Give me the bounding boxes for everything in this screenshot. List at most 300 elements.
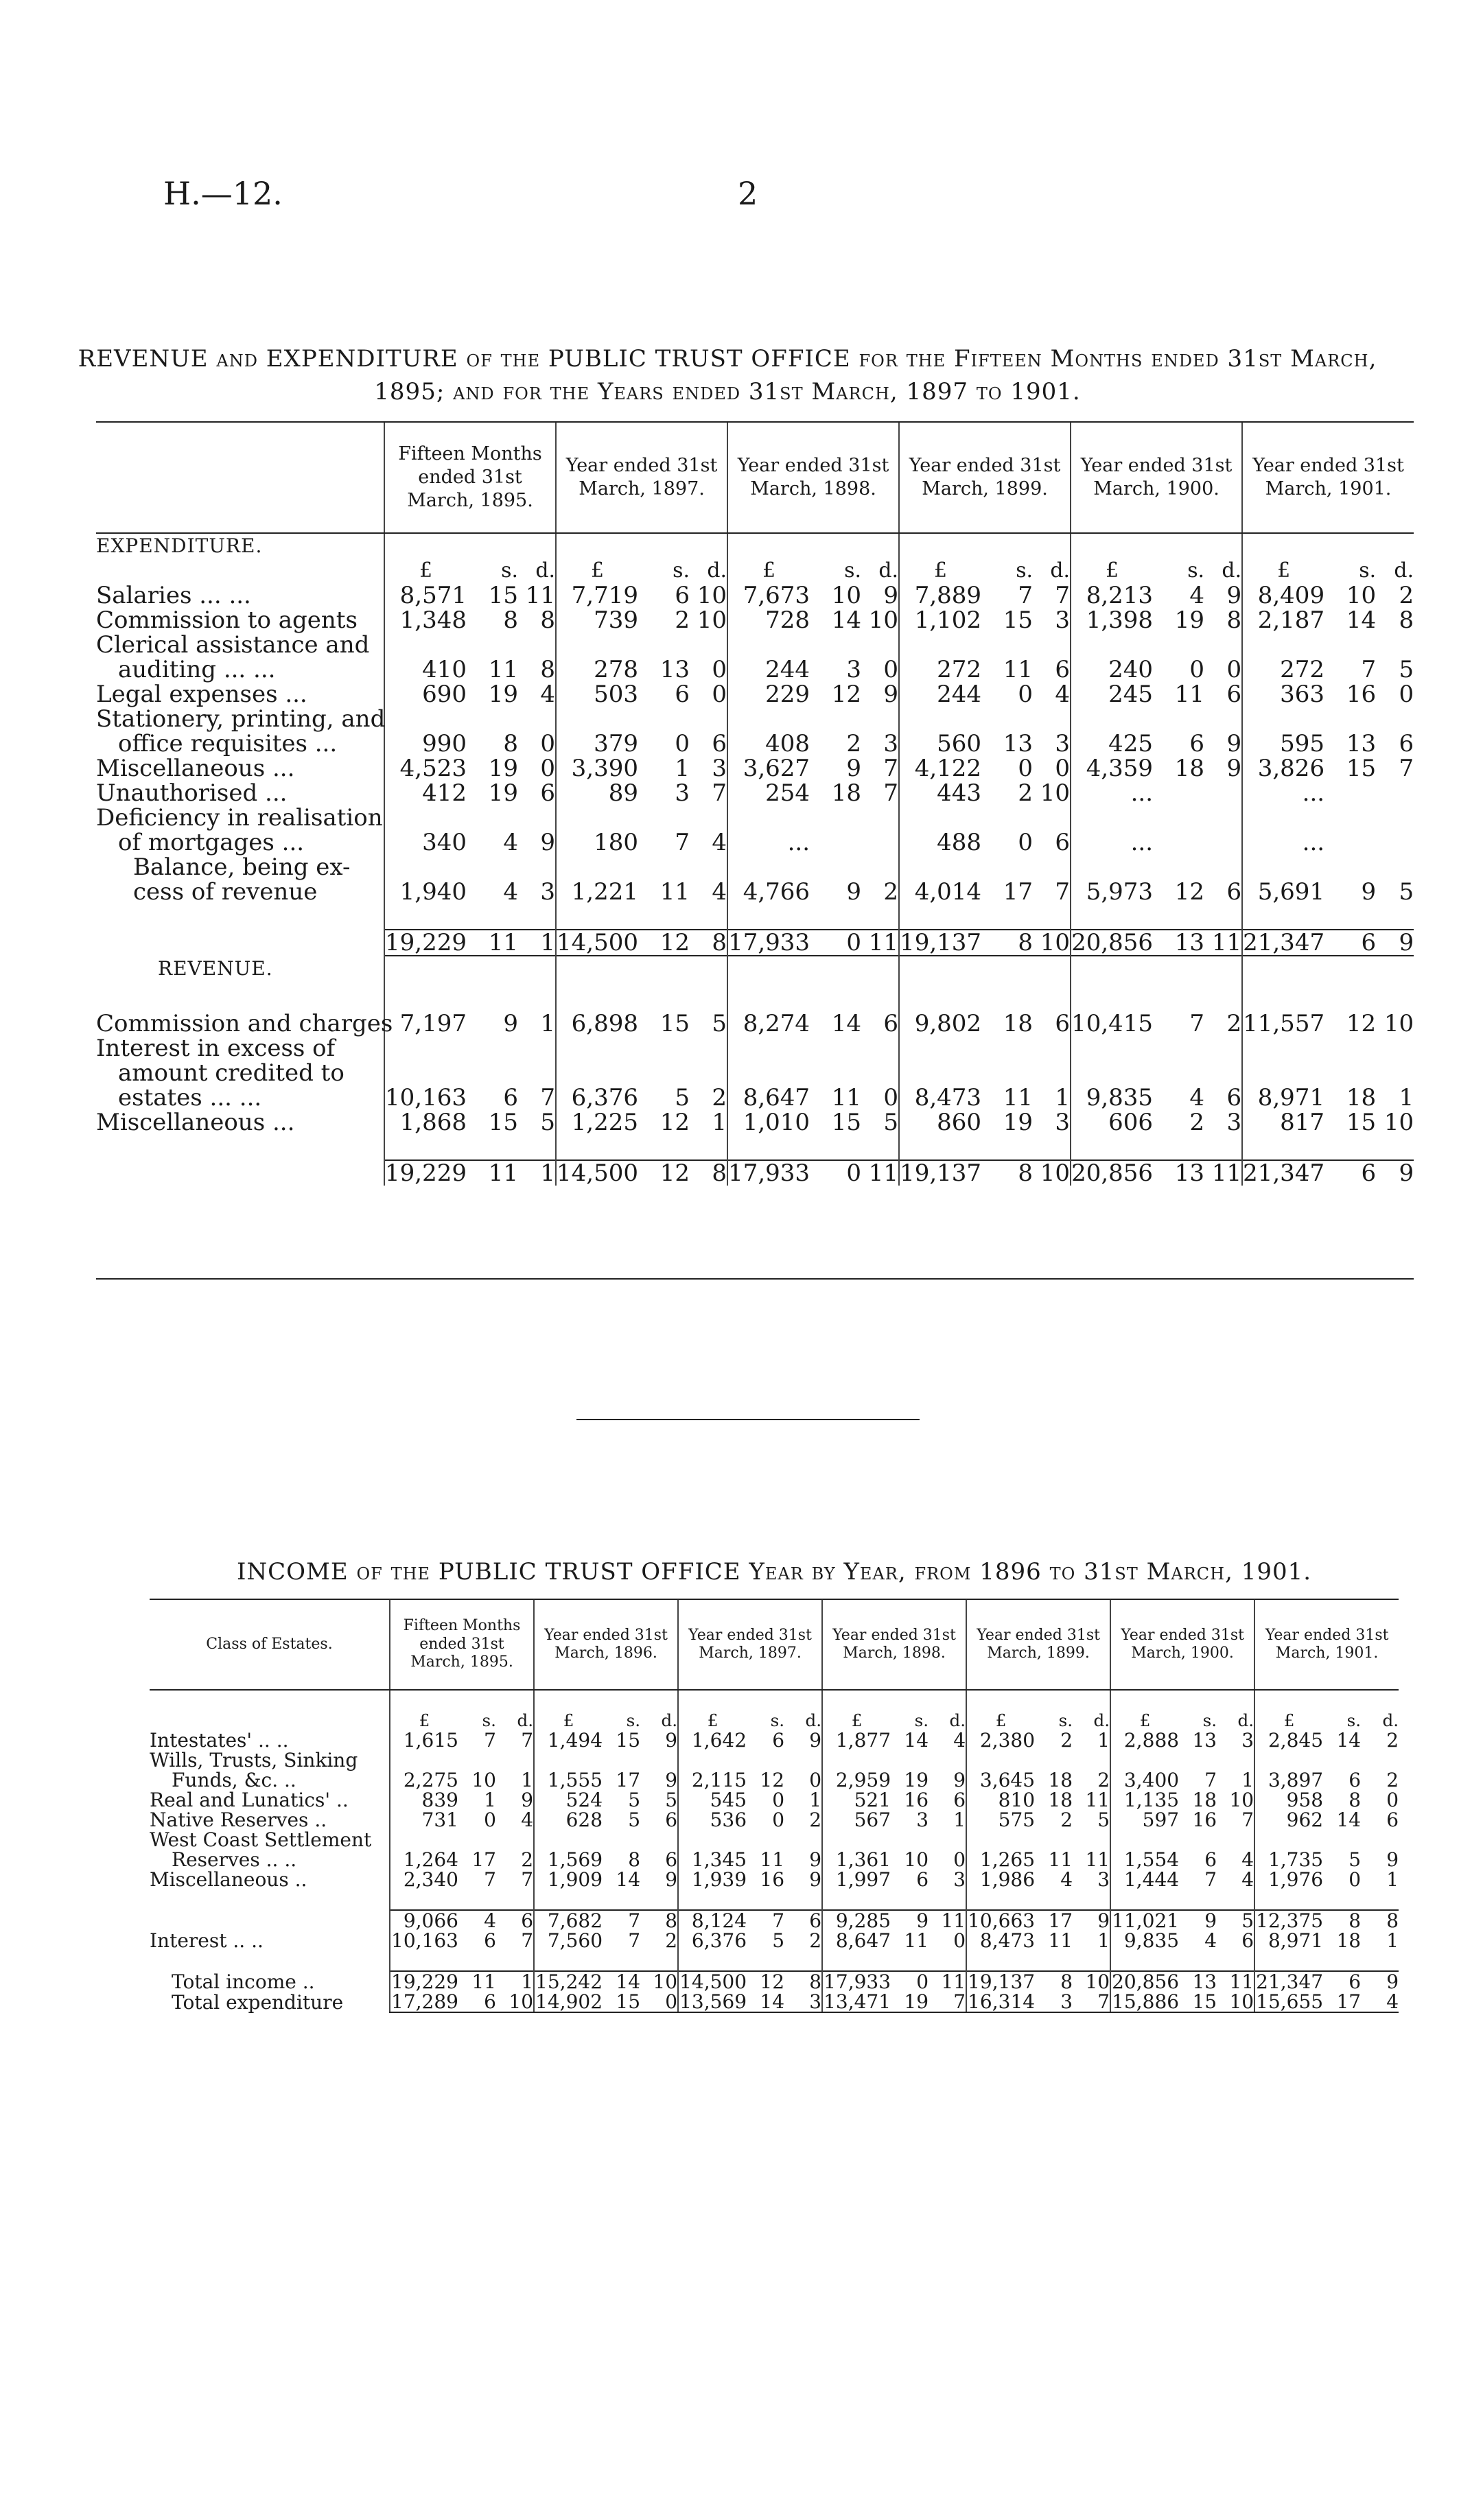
rule-cell (861, 956, 899, 981)
shillings-value: 11 (467, 930, 518, 956)
pence-value: 4 (521, 1809, 534, 1831)
total-row (96, 930, 1414, 956)
shillings-value: 12 (638, 930, 690, 956)
table-row (96, 731, 1414, 756)
pounds-value: 2,115 (678, 1770, 747, 1790)
pence-value: 2 (665, 1929, 678, 1952)
pence-value: 1 (712, 1109, 727, 1136)
row-label: Commission and charges (96, 1010, 393, 1037)
empty-cell (556, 1135, 638, 1160)
pounds-value: 1,877 (822, 1730, 891, 1750)
pounds-value: 728 (727, 608, 810, 633)
empty-cell (496, 1889, 534, 1910)
empty-cell (1323, 1690, 1361, 1710)
pounds-value: 410 (384, 657, 467, 682)
pounds-value: 9,285 (822, 1910, 891, 1931)
pounds-value: 7,682 (534, 1910, 603, 1931)
pence-value: 11 (929, 1971, 966, 1992)
shillings-value: 18 (1048, 1769, 1073, 1791)
shilling-unit: s. (1058, 1710, 1073, 1730)
page-number: 2 (738, 175, 758, 212)
pence-value: 10 (1383, 1109, 1414, 1136)
pence-unit: d. (1394, 558, 1414, 582)
shilling-unit: s. (501, 558, 518, 582)
pounds-value: 4,122 (899, 756, 981, 781)
empty-cell (899, 904, 981, 930)
pounds-value: 14,500 (678, 1971, 747, 1992)
pounds-value: 606 (1071, 1110, 1153, 1135)
column-header: Year ended 31st March, 1898. (822, 1599, 966, 1690)
empty-cell (784, 1889, 822, 1910)
pound-unit: £ (966, 1710, 1035, 1730)
empty-cell (1217, 1690, 1254, 1710)
spacer (96, 904, 384, 930)
empty-cell (1071, 533, 1153, 558)
empty-cell (727, 707, 810, 731)
pounds-value: 9,835 (1110, 1931, 1179, 1951)
empty-cell (966, 1951, 1035, 1971)
pence-value: 1 (540, 1010, 556, 1037)
row-label: Legal expenses ... (96, 681, 307, 708)
column-header: Year ended 31st March, 1896. (534, 1599, 678, 1690)
subtotal-label (150, 1910, 390, 1931)
pounds-value: 488 (899, 830, 981, 855)
empty-cell (1033, 633, 1071, 657)
shillings-value: 7 (1189, 1010, 1205, 1037)
shilling-unit: s. (844, 558, 862, 582)
shillings-value: 7 (628, 1929, 641, 1952)
empty-cell (638, 855, 690, 880)
empty-cell (1153, 981, 1204, 1011)
column-header: Fifteen Months ended 31st March, 1895. (384, 422, 556, 533)
shillings-value: 7 (603, 1910, 640, 1931)
pounds-value: 13,471 (822, 1992, 891, 2012)
empty-cell (810, 805, 861, 830)
pounds-value: 2,275 (390, 1770, 458, 1790)
empty-cell (861, 707, 899, 731)
pound-unit: £ (384, 558, 467, 583)
rule-cell (981, 956, 1033, 981)
shillings-value: 15 (488, 1109, 518, 1136)
pounds-value: 8,571 (384, 583, 467, 608)
row-label: West Coast Settlement (150, 1828, 372, 1851)
shillings-value: 18 (1174, 755, 1205, 782)
pounds-value: 1,997 (822, 1870, 891, 1889)
empty-cell (1324, 981, 1376, 1011)
pounds-value: 595 (1242, 731, 1324, 756)
pence-value: 11 (1085, 1848, 1110, 1871)
revenue-expenditure-table (96, 421, 1414, 1186)
pounds-value: 19,229 (390, 1971, 458, 1992)
pounds-value: 628 (534, 1810, 603, 1830)
pounds-value: 19,137 (900, 1159, 982, 1187)
empty-cell (899, 533, 981, 558)
pence-value: 2 (1226, 1010, 1242, 1037)
pounds-value: 3,390 (556, 756, 638, 781)
pounds-value: 7,889 (899, 583, 981, 608)
shillings-value: 5 (772, 1929, 785, 1952)
shillings-value: 14 (904, 1729, 929, 1752)
empty-cell (727, 1061, 810, 1085)
empty-cell (1361, 1690, 1399, 1710)
pence-value: 5 (712, 1010, 727, 1037)
pence-value: 3 (540, 878, 556, 906)
shillings-value: 19 (891, 1992, 929, 2012)
row-label: amount credited to (118, 1059, 345, 1087)
shillings-value: 13 (1346, 730, 1377, 757)
empty-cell (690, 904, 727, 930)
pence-value: 1 (1055, 1084, 1071, 1111)
empty-cell (966, 1889, 1035, 1910)
pence-value: 5 (1097, 1809, 1110, 1831)
empty-cell (1033, 805, 1071, 830)
pounds-value: 89 (556, 781, 638, 805)
pence-value: 10 (1217, 1992, 1254, 2012)
empty-cell (1035, 1690, 1073, 1710)
pence-value: 7 (1399, 755, 1414, 782)
pence-value: 6 (1386, 1809, 1399, 1831)
empty-cell (556, 707, 638, 731)
empty-cell (534, 1830, 603, 1850)
shillings-value: 19 (1003, 1109, 1034, 1136)
pounds-value: 240 (1071, 657, 1153, 682)
pence-value: 7 (883, 755, 899, 782)
rule-cell (1153, 956, 1204, 981)
empty-cell (496, 1750, 534, 1770)
empty-cell (861, 855, 899, 880)
empty-cell (467, 633, 518, 657)
shillings-value: 12 (638, 1160, 690, 1186)
pounds-value: 1,494 (534, 1730, 603, 1750)
pounds-value: 19,229 (385, 1159, 467, 1187)
pence-value: 1 (496, 1971, 534, 1992)
pounds-value: 8,274 (727, 1011, 810, 1036)
title-line-2: 1895; and for the Years ended 31st March, 1897 to 1901. (374, 377, 1081, 405)
row-label: auditing ... ... (118, 656, 276, 683)
pence-unit: d. (535, 558, 556, 582)
pence-value: 7 (1241, 1809, 1254, 1831)
rule-cell (518, 956, 556, 981)
pounds-value: 7,719 (556, 583, 638, 608)
empty-cell (390, 1690, 458, 1710)
pounds-value: 731 (390, 1810, 458, 1830)
empty-cell (458, 1750, 496, 1770)
shillings-value: 14 (616, 1868, 641, 1891)
shillings-value: 16 (904, 1789, 929, 1811)
empty-cell (966, 1830, 1035, 1850)
pounds-value: 1,909 (534, 1870, 603, 1889)
shillings-value: 7 (484, 1868, 496, 1891)
empty-cell (690, 1061, 727, 1085)
empty-cell (518, 533, 556, 558)
shillings-value: 5 (628, 1789, 641, 1811)
shillings-value: 7 (1018, 582, 1034, 609)
pence-value: 0 (1399, 681, 1414, 708)
pounds-value: 1,265 (966, 1850, 1035, 1870)
pence-value: 6 (883, 1010, 899, 1037)
row-label: office requisites ... (118, 730, 338, 757)
pounds-value: 20,856 (1110, 1971, 1179, 1992)
pence-unit: d. (517, 1710, 534, 1730)
empty-cell (467, 1135, 518, 1160)
empty-cell (861, 805, 899, 830)
empty-cell (640, 1951, 678, 1971)
total-row (96, 1160, 1414, 1186)
pounds-value: 7,197 (384, 1011, 467, 1036)
shillings-value: 13 (659, 656, 690, 683)
empty-cell (384, 1036, 467, 1061)
pence-unit: d. (1222, 558, 1242, 582)
empty-cell (891, 1750, 929, 1770)
empty-cell (861, 1061, 899, 1085)
pence-value: 4 (1241, 1848, 1254, 1871)
shillings-value: 6 (503, 1084, 518, 1111)
pounds-value: 4,359 (1071, 756, 1153, 781)
shillings-value: 18 (1346, 1084, 1377, 1111)
pounds-value: 10,163 (390, 1931, 458, 1951)
empty-cell (810, 1135, 861, 1160)
empty-cell (727, 533, 810, 558)
shillings-value: 13 (1179, 1971, 1217, 1992)
rule-cell (1324, 956, 1376, 981)
pounds-value: 1,569 (534, 1850, 603, 1870)
empty-cell (678, 1889, 747, 1910)
pounds-value: 11,557 (1243, 1010, 1325, 1037)
shillings-value: 0 (891, 1971, 929, 1992)
pence-value: 3 (1055, 607, 1071, 634)
pounds-value: 3,645 (966, 1770, 1035, 1790)
pounds-value: 1,976 (1254, 1870, 1323, 1889)
empty-cell (784, 1690, 822, 1710)
empty-cell (384, 633, 467, 657)
rule-cell (1242, 956, 1324, 981)
empty-cell (1204, 1061, 1242, 1085)
shillings-value: 8 (1035, 1971, 1073, 1992)
empty-cell (929, 1830, 966, 1850)
empty-cell (1376, 855, 1414, 880)
pounds-value: 8,971 (1254, 1931, 1323, 1951)
pence-value (1204, 830, 1242, 855)
pounds-value: ... (1242, 781, 1324, 805)
rule-cell (1033, 956, 1071, 981)
shillings-value: 13 (1192, 1729, 1217, 1752)
shillings-value: 15 (616, 1729, 641, 1752)
empty-cell (861, 533, 899, 558)
pence-value: 6 (665, 1809, 678, 1831)
shillings-value: 6 (675, 681, 690, 708)
empty-cell (891, 1830, 929, 1850)
section-heading-row (96, 533, 1414, 558)
pounds-value: 16,314 (966, 1992, 1035, 2012)
shillings-value: 8 (981, 930, 1033, 956)
empty-cell (518, 707, 556, 731)
empty-cell (861, 1135, 899, 1160)
empty-cell (1242, 1036, 1324, 1061)
empty-cell (1153, 1061, 1204, 1085)
pounds-value: 9,066 (390, 1910, 458, 1931)
shillings-value: 2 (1060, 1809, 1073, 1831)
shillings-value: 10 (471, 1769, 496, 1791)
total-label (96, 930, 384, 956)
empty-cell (1242, 533, 1324, 558)
pence-value: 5 (1399, 878, 1414, 906)
pence-value (1376, 781, 1414, 805)
pounds-value: 2,845 (1254, 1730, 1323, 1750)
pence-value: 11 (929, 1910, 966, 1931)
shillings-value: 18 (1048, 1789, 1073, 1811)
empty-cell (556, 1036, 638, 1061)
empty-cell (1204, 633, 1242, 657)
shillings-value: 0 (1189, 656, 1205, 683)
pence-value: 9 (1226, 730, 1242, 757)
rule-cell (638, 956, 690, 981)
shillings-value: 4 (1189, 582, 1205, 609)
empty-cell (1217, 1830, 1254, 1850)
pounds-value: ... (1071, 781, 1153, 805)
pounds-value: 408 (727, 731, 810, 756)
pounds-value: 1,225 (556, 1110, 638, 1135)
pounds-value: 14,500 (557, 929, 639, 956)
row-label: Unauthorised ... (96, 779, 288, 807)
empty-cell (518, 805, 556, 830)
shillings-value: 5 (628, 1809, 641, 1831)
empty-cell (1033, 1061, 1071, 1085)
shillings-value: 6 (484, 1929, 496, 1952)
empty-cell (1242, 707, 1324, 731)
empty-cell (822, 1889, 891, 1910)
table-row (96, 830, 1414, 855)
shillings-value: 15 (831, 1109, 862, 1136)
pound-unit: £ (1110, 1710, 1179, 1730)
shillings-value: 6 (675, 582, 690, 609)
pence-value: 0 (1386, 1789, 1399, 1811)
empty-cell (899, 981, 981, 1011)
empty-cell (678, 1951, 747, 1971)
pence-value: 7 (521, 1729, 534, 1752)
empty-cell (556, 633, 638, 657)
shillings-value: 8 (1323, 1910, 1361, 1931)
pounds-value: 1,868 (384, 1110, 467, 1135)
pence-value: 7 (1073, 1992, 1110, 2012)
empty-cell (518, 1036, 556, 1061)
empty-cell (1361, 1830, 1399, 1850)
total-expenditure-row (150, 1992, 1399, 2012)
empty-cell (1242, 855, 1324, 880)
shillings-value: 3 (675, 779, 690, 807)
empty-cell (1071, 855, 1153, 880)
pounds-value: 560 (899, 731, 981, 756)
shillings-value: 15 (1346, 1109, 1377, 1136)
empty-cell (891, 1690, 929, 1710)
shillings-value: 15 (659, 1010, 690, 1037)
shillings-value: 13 (1153, 1160, 1204, 1186)
empty-cell (1323, 1750, 1361, 1770)
empty-cell (638, 1135, 690, 1160)
pounds-value: 20,856 (1071, 929, 1154, 956)
pence-value: 6 (1055, 1010, 1071, 1037)
pounds-value: 17,933 (822, 1971, 891, 1992)
empty-cell (727, 1036, 810, 1061)
row-label: Stationery, printing, and (96, 705, 386, 733)
spacer-row (96, 981, 1414, 1011)
shillings-value: 11 (488, 656, 518, 683)
empty-cell (1242, 904, 1324, 930)
empty-cell (1110, 1889, 1179, 1910)
pence-value: 2 (883, 878, 899, 906)
pounds-value: 3,826 (1242, 756, 1324, 781)
pounds-value: 10,663 (966, 1910, 1035, 1931)
pounds-value: 15,886 (1110, 1992, 1179, 2012)
pence-value: 10 (868, 607, 899, 634)
column-header-row (150, 1599, 1399, 1690)
pounds-value: 245 (1071, 682, 1153, 707)
empty-cell (981, 633, 1033, 657)
empty-cell (690, 633, 727, 657)
column-header: Year ended 31st March, 1901. (1254, 1599, 1399, 1690)
empty-cell (1361, 1889, 1399, 1910)
pence-unit: d. (878, 558, 899, 582)
pence-value: 1 (1097, 1729, 1110, 1752)
pounds-value: 21,347 (1243, 1159, 1325, 1187)
pounds-value: 503 (556, 682, 638, 707)
empty-cell (1035, 1830, 1073, 1850)
pence-value: 2 (521, 1848, 534, 1871)
shillings-value: 1 (675, 755, 690, 782)
shillings-value: 7 (1204, 1769, 1217, 1791)
shillings-value: 16 (1346, 681, 1377, 708)
empty-cell (638, 904, 690, 930)
shillings-value: 0 (772, 1789, 785, 1811)
empty-cell (390, 1951, 458, 1971)
empty-cell (678, 1830, 747, 1850)
pounds-value: 6,898 (556, 1011, 638, 1036)
pounds-value: 20,856 (1071, 1159, 1154, 1187)
empty-cell (1179, 1889, 1217, 1910)
shillings-value: 12 (1174, 878, 1205, 906)
pence-value: 1 (518, 930, 556, 956)
pounds-value: 1,398 (1071, 608, 1153, 633)
pounds-value: 1,348 (384, 608, 467, 633)
shilling-unit: s. (1016, 558, 1034, 582)
empty-cell (518, 1061, 556, 1085)
pence-value: 3 (1241, 1729, 1254, 1752)
shillings-value: 19 (904, 1769, 929, 1791)
row-label: Miscellaneous .. (150, 1868, 307, 1891)
empty-cell (384, 1135, 467, 1160)
empty-cell (518, 633, 556, 657)
pence-value: 9 (665, 1769, 678, 1791)
empty-cell (1071, 904, 1153, 930)
empty-cell (640, 1750, 678, 1770)
pence-value: 9 (1386, 1848, 1399, 1871)
shillings-value: 17 (1003, 878, 1034, 906)
pence-value: 0 (883, 1084, 899, 1111)
pounds-value: 244 (899, 682, 981, 707)
shillings-value: 12 (831, 681, 862, 708)
pounds-value: 1,939 (678, 1870, 747, 1889)
pence-value: 6 (953, 1789, 966, 1811)
pence-value: 11 (1204, 930, 1242, 956)
shillings-value: 0 (484, 1809, 496, 1831)
pounds-value: 567 (822, 1810, 891, 1830)
shillings-value: 11 (1048, 1929, 1073, 1952)
income-table (150, 1599, 1399, 2013)
empty-cell (822, 1830, 891, 1850)
shillings-value: 7 (675, 829, 690, 856)
column-header: Year ended 31st March, 1898. (727, 422, 899, 533)
empty-cell (810, 633, 861, 657)
shillings-value: 19 (488, 681, 518, 708)
